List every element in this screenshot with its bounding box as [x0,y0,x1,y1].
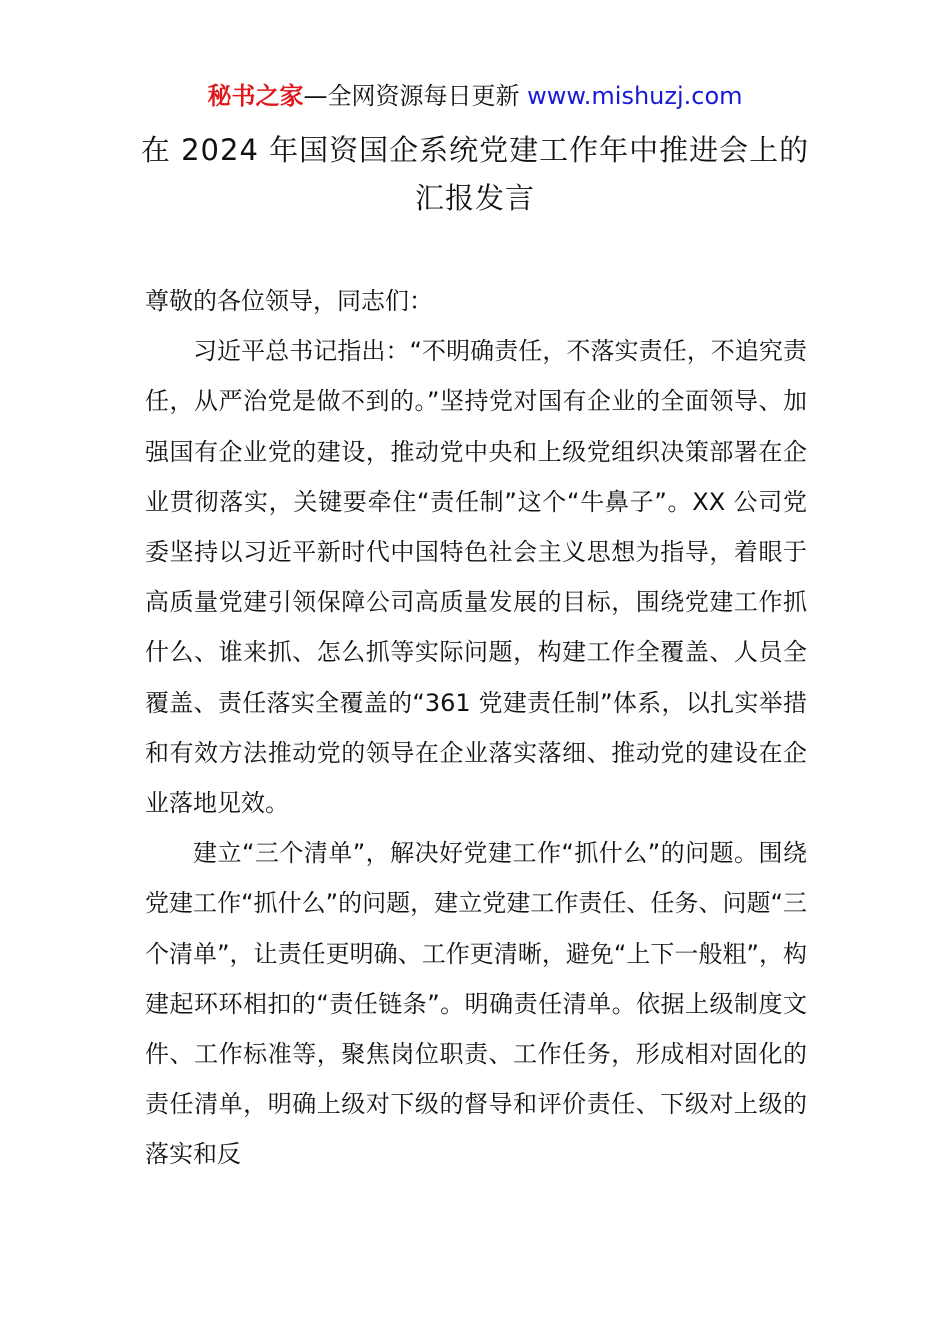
body-paragraph: 习近平总书记指出：“不明确责任，不落实责任，不追究责任，从严治党是做不到的。”坚持党对国有企业的全面领导、加强国有企业党的建设，推动党中央和上级党组织决策部署在企业贯彻落实，关键要牵住“责任制”这个“牛鼻子”。XX 公司党委坚持以习近平新时代中国特色社会主义思想为指导，着眼于高质量党建引领保障公司高质量发展的目标，围绕党建工作抓什么、谁来抓、怎么抓等实际问题，构建工作全覆盖、人员全覆盖、责任落实全覆盖的“361 党建责任制”体系，以扎实举措和有效方法推动党的领导在企业落实落细、推动党的建设在企业落地见效。 [145,337,807,818]
site-header [0,80,950,112]
site-url-link[interactable]: www.mishuzj.com [527,82,743,110]
salutation: 尊敬的各位领导，同志们： [145,287,433,315]
brand-name: 秘书之家 [207,82,304,110]
document-title: 在 2024 年国资国企系统党建工作年中推进会上的汇报发言 [140,133,810,215]
header-tagline: —全网资源每日更新 [303,82,528,110]
body-paragraph: 建立“三个清单”，解决好党建工作“抓什么”的问题。围绕党建工作“抓什么”的问题，建立党建工作责任、任务、问题“三个清单”，让责任更明确、工作更清晰，避免“上下一般粗”，构建起环环相扣的“责任链条”。明确责任清单。依据上级制度文件、工作标准等，聚焦岗位职责、工作任务，形成相对固化的责任清单，明确上级对下级的督导和评价责任、下级对上级的落实和反 [145,839,807,1169]
document-body [145,276,807,1180]
